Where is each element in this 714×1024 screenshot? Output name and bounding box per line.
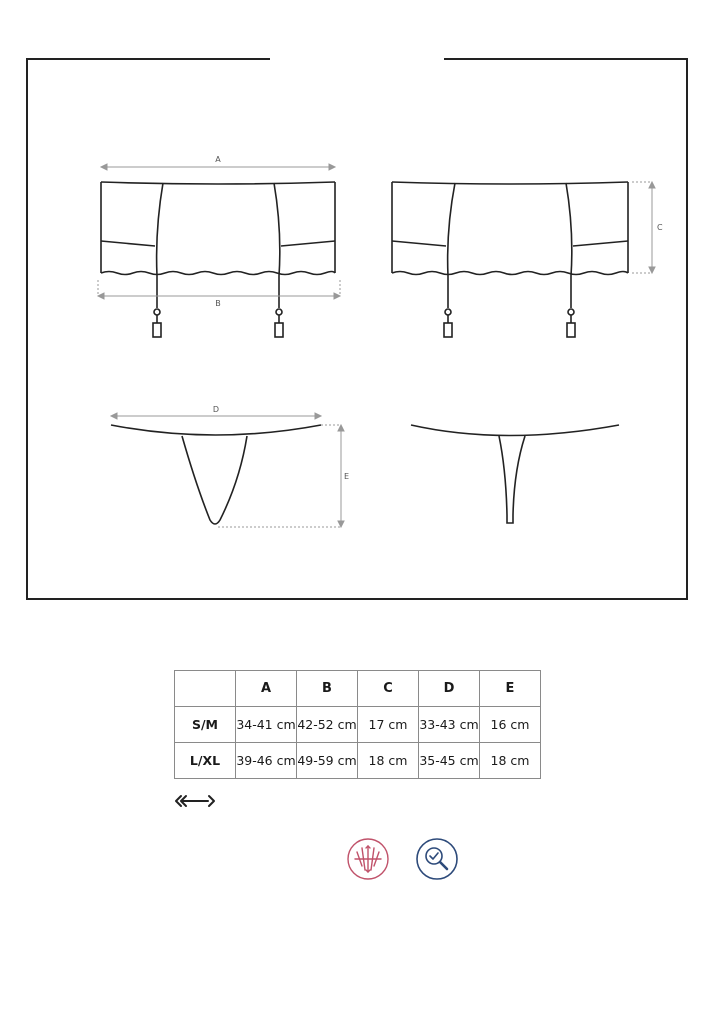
dimension-label-c: C — [657, 223, 663, 232]
garter-belt-back — [392, 182, 628, 337]
dimension-label-e: E — [344, 472, 350, 481]
size-value: 16 cm — [480, 707, 541, 743]
size-table-header-row — [175, 671, 541, 707]
size-value: 33-43 cm — [419, 707, 480, 743]
size-table-header-a: A — [236, 671, 297, 707]
size-table — [174, 670, 541, 779]
size-label: L/XL — [175, 743, 236, 779]
size-value: 35-45 cm — [419, 743, 480, 779]
dimension-c — [632, 182, 655, 273]
drawing-frame — [27, 59, 687, 599]
thong-front — [111, 425, 321, 524]
size-value: 42-52 cm — [297, 707, 358, 743]
size-value: 18 cm — [358, 743, 419, 779]
elastic-fabric-icon — [346, 837, 390, 881]
dimension-label-d: D — [212, 405, 220, 414]
size-value: 34-41 cm — [236, 707, 297, 743]
garter-belt-front — [101, 182, 335, 337]
size-table-row — [175, 707, 541, 743]
quality-check-icon — [415, 837, 459, 881]
size-value: 17 cm — [358, 707, 419, 743]
size-table-corner-cell — [175, 671, 236, 707]
size-value: 49-59 cm — [297, 743, 358, 779]
size-table-header-c: C — [358, 671, 419, 707]
dimension-label-b: B — [215, 299, 221, 308]
size-table-header-b: B — [297, 671, 358, 707]
stretch-arrows-icon — [173, 794, 217, 808]
dimension-a — [101, 164, 335, 170]
thong-back — [411, 425, 619, 523]
dimension-b — [98, 280, 340, 299]
size-label: S/M — [175, 707, 236, 743]
dimension-label-a: A — [215, 155, 221, 164]
size-value: 18 cm — [480, 743, 541, 779]
size-table-row — [175, 743, 541, 779]
size-table-header-e: E — [480, 671, 541, 707]
size-table-header-d: D — [419, 671, 480, 707]
size-value: 39-46 cm — [236, 743, 297, 779]
